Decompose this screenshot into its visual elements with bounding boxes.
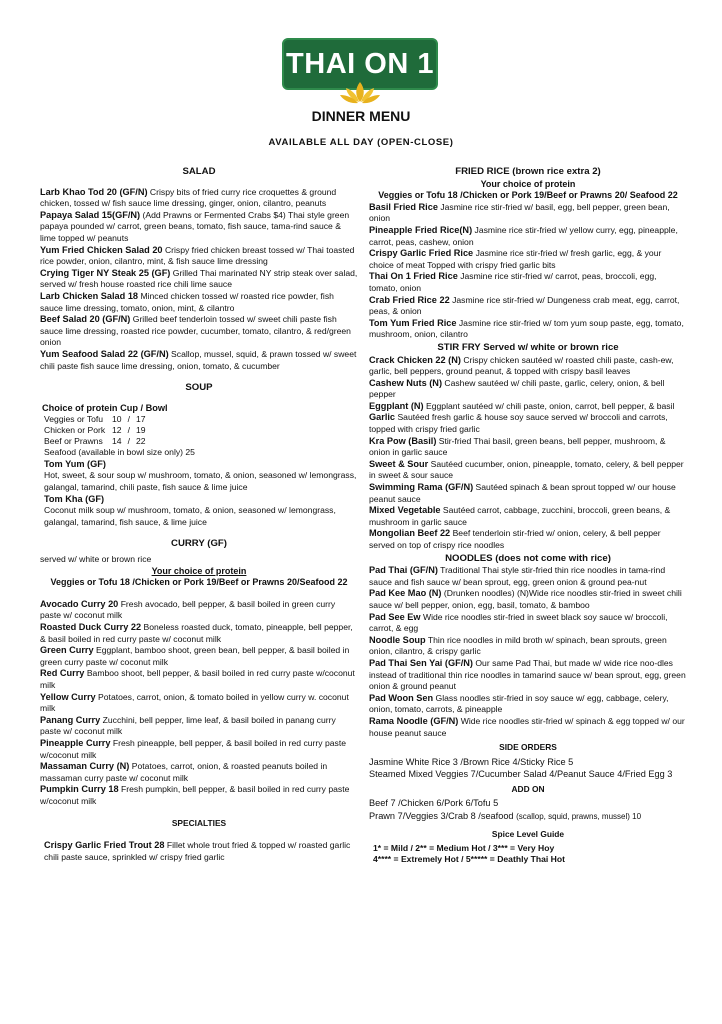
menu-item-name: Crack Chicken 22 (N) [369,354,461,365]
spice-heading: Spice Level Guide [491,828,565,839]
menu-item-description: Jasmine rice stir-fried w/ yellow curry, egg, pineapple, carrot, peas, cashew, onion [369,224,678,247]
menu-item [40,692,358,715]
curry-served-note: served w/ white or brown rice [40,554,152,565]
table-row [44,414,152,425]
menu-item-name: Pad Thai Sen Yai (GF/N) [369,657,473,668]
soup-heading: SOUP [185,382,213,394]
menu-item-name: Crab Fried Rice 22 [369,294,450,305]
fried-rice-choice-label: Your choice of protein [480,178,576,189]
add-on-seafood: Prawn 7/Veggies 3/Crab 8 /seafood [369,810,514,821]
menu-item [40,291,358,314]
menu-item-name: Crying Tiger NY Steak 25 (GF) [40,267,171,278]
menu-item-description: Scallop, mussel, squid, & prawn tossed w/ sweet chili paste fish sauce lime dressing, onion, tomato, & cucumber [40,348,357,371]
menu-item [44,459,358,494]
noodles-list [369,565,687,739]
salad-heading: SALAD [182,166,216,177]
menu-item-name: Thai On 1 Fried Rice [369,271,458,282]
specialties-heading: SPECIALTIES [171,817,227,828]
side-orders-line: Steamed Mixed Veggies 7/Cucumber Salad 4/Peanut Sauce 4/Fried Egg 3 [369,769,673,780]
curry-choice-label: Your choice of protein [151,565,247,576]
menu-item-description: (Drunken noodles) (N)Wide rice noodles stir-fried in sweet chili sauce w/ bell pepper, onion, egg, basil, tomato, & bamboo [369,588,682,610]
menu-item-name: Papaya Salad 15(GF/N) [40,209,141,220]
menu-item [369,505,687,528]
menu-item-name: Tom Yum (GF) [44,458,106,469]
menu-item-description: Sautéed spinach & bean sprout topped w/ our house peanut sauce [369,482,676,504]
menu-item-name: Panang Curry [40,714,101,725]
menu-item-name: Pineapple Fried Rice(N) [369,224,473,235]
soup-cup-price: 14 [112,436,122,447]
soup-separator: / [127,436,130,447]
menu-item-description: Eggplant, bamboo shoot, green bean, bell pepper, & basil boiled in green curry paste w/ coconut milk [40,645,350,667]
menu-item-name: Beef Salad 20 (GF/N) [40,314,131,325]
menu-item-description: Potatoes, carrot, onion, & tomato boiled in yellow curry w. coconut milk [40,691,349,714]
menu-item [369,716,687,739]
menu-item-name: Pad Kee Mao (N) [369,588,442,599]
menu-item-description: Bamboo shoot, bell pepper, & basil boiled in red curry paste w/coconut milk [40,668,355,690]
menu-item [369,482,687,505]
soup-protein: Veggies or Tofu [44,414,104,425]
menu-item-description: Beef tenderloin stir-fried w/ onion, celery, & bell pepper served on top of crispy rice noodles [369,528,661,550]
menu-item-description: Fresh pineapple, bell pepper, & basil boiled in red curry paste w/coconut milk [40,737,346,760]
menu-item [40,314,358,349]
menu-item-description: Fresh pumpkin, bell pepper, & basil boiled in red curry paste w/coconut milk [40,784,350,806]
menu-item-description: Crispy chicken sautéed w/ roasted chili paste, cash-ew, garlic, bell peppers, ground peanut, & topped with crispy basil leaves [369,354,674,377]
menu-item-description: Eggplant sautéed w/ chili paste, onion, carrot, bell pepper, & basil [426,400,675,411]
soup-price-table [44,414,152,447]
menu-item-description: Sautéed cucumber, onion, pineapple, tomato, celery, & bell pepper in sweet & sour sauce [369,458,684,481]
menu-item-name: Pad Woon Sen [369,692,434,703]
menu-item [40,187,358,210]
menu-item-description: Crispy fried chicken breast tossed w/ Thai toasted rice powder, onion, cilantro, mint, & fish sauce lime dressing [40,244,355,267]
menu-item [40,268,358,291]
menu-item [369,412,687,435]
menu-item [44,840,358,863]
menu-item-description: Jasmine rice stir-fried w/ carrot, peas, broccoli, egg, tomato, onion [369,271,657,293]
soup-protein: Chicken or Pork [44,425,106,436]
menu-subtitle: AVAILABLE ALL DAY (OPEN-CLOSE) [268,137,454,148]
menu-item-description: (Add Prawns or Fermented Crabs $4) Thai style green papaya pounded w/ carrot, green beans, tomato, fish sauce, tama-rind sauce & lime topped w/ peanuts [40,209,350,243]
stir-fry-heading: STIR FRY Served w/ white or brown rice [437,341,619,353]
menu-item [369,635,687,658]
menu-item-description: Jasmine rice stir-fried w/ Dungeness crab meat, egg, carrot, peas, & onion [369,294,680,317]
add-on-line [369,810,687,823]
menu-item [369,658,687,693]
menu-item-name: Yum Fried Chicken Salad 20 [40,244,163,255]
add-on-seafood-detail: (scallop, squid, prawns, mussel) 10 [516,811,642,821]
soup-list [44,459,358,529]
lotus-icon [338,80,382,106]
menu-item-description: Minced chicken tossed w/ roasted rice powder, fish sauce lime dressing, tomato, onion, mint, & cilantro [40,290,334,313]
menu-item [369,588,687,611]
menu-item-name: Larb Chicken Salad 18 [40,290,139,301]
stir-fry-list [369,355,687,552]
menu-item-name: Tom Yum Fried Rice [369,317,457,328]
menu-item-name: Pineapple Curry [40,737,111,748]
table-row [44,425,152,436]
menu-item-description: Crispy bits of fried curry rice croquettes & ground chicken, tossed w/ fish sauce lime dressing, ginger, onion, cilantro, peanuts [40,186,337,209]
menu-item-name: Yum Seafood Salad 22 (GF/N) [40,348,169,359]
spice-line: 4**** = Extremely Hot / 5***** = Deathly Thai Hot [373,854,565,865]
add-on-line: Beef 7 /Chicken 6/Pork 6/Tofu 5 [369,798,499,809]
menu-item [40,622,358,645]
menu-item-name: Pumpkin Curry 18 [40,784,119,795]
menu-item-description: Zucchini, bell pepper, lime leaf, & basil boiled in panang curry paste w/ coconut milk [40,714,336,737]
table-row [44,436,152,447]
menu-item-name: Kra Pow (Basil) [369,435,437,446]
menu-item [40,738,358,761]
menu-item-description: Wide rice noodles stir-fried w/ spinach & egg topped w/ our house peanut sauce [369,715,685,738]
menu-item-name: Pad Thai (GF/N) [369,565,438,576]
menu-item-name: Eggplant (N) [369,400,424,411]
menu-item-description: Jasmine rice stir-fried w/ fresh garlic, egg, & your choice of meat Topped with crispy fried garlic bits [369,248,662,270]
menu-item-name: Garlic [369,412,396,423]
fried-rice-choice-prices: Veggies or Tofu 18 /Chicken or Pork 19/Beef or Prawns 20/ Seafood 22 [378,190,678,201]
noodles-heading: NOODLES (does not come with rice) [445,552,611,564]
menu-item-name: Massaman Curry (N) [40,761,130,772]
menu-item-name: Red Curry [40,668,85,679]
curry-list [40,599,358,808]
menu-item [40,349,358,372]
menu-item [369,565,687,588]
menu-item-description: Sautéed carrot, cabbage, zucchini, broccoli, green beans, & mushroom in garlic sauce [369,505,671,527]
curry-heading: CURRY (GF) [171,538,227,550]
menu-item-name: Crispy Garlic Fried Trout 28 [44,840,165,851]
menu-item-description: Boneless roasted duck, tomato, pineapple, bell pepper, & basil boiled in red curry paste w/ coconut milk [40,622,353,644]
menu-item [44,494,358,529]
logo [282,38,438,106]
menu-item-description: Glass noodles stir-fried in soy sauce w/ egg, cabbage, celery, onion, tomato, carrots, & pineapple [369,692,669,715]
specialties-list [44,840,358,863]
logo-text: THAI ON 1 [286,47,434,80]
menu-item [40,210,358,245]
menu-item-name: Mongolian Beef 22 [369,528,451,539]
menu-item-description: Wide rice noodles stir-fried in sweet black soy sauce w/ broccoli, carrot, & egg [369,611,668,634]
menu-item-description: Grilled beef tenderloin tossed w/ sweet chili paste fish sauce lime dressing, roasted rice powder, cucumber, tomato, cilantro, & red/green onion [40,314,351,348]
soup-bowl-price: 19 [135,425,146,436]
menu-item-name: Yellow Curry [40,691,96,702]
menu-item [369,202,687,225]
menu-item-description: Stir-fried Thai basil, green beans, bell pepper, mushroom, & onion in garlic sauce [369,435,666,458]
menu-item [369,318,687,341]
menu-item [40,245,358,268]
curry-choice-prices: Veggies or Tofu 18 /Chicken or Pork 19/Beef or Prawns 20/Seafood 22 [50,577,348,588]
soup-protein: Beef or Prawns [44,436,103,447]
menu-item-description: Cashew sautéed w/ chili paste, garlic, celery, onion, & bell pepper [369,377,665,400]
menu-title: DINNER MENU [311,108,411,124]
menu-item [369,248,687,271]
menu-item-name: Cashew Nuts (N) [369,377,442,388]
menu-item [369,401,687,413]
side-orders-heading: SIDE ORDERS [499,742,557,753]
menu-item [369,693,687,716]
fried-rice-heading: FRIED RICE (brown rice extra 2) [455,166,601,177]
menu-item [40,784,358,807]
menu-item-name: Larb Khao Tod 20 (GF/N) [40,186,148,197]
soup-cup-price: 10 [112,414,122,425]
menu-item-description: Jasmine rice stir-fried w/ basil, egg, bell pepper, green bean, onion [369,201,670,224]
menu-item [369,225,687,248]
menu-item-description: Potatoes, carrot, onion, & roasted peanuts boiled in massaman curry paste w/ coconut milk [40,761,328,783]
menu-item-description: Thin rice noodles in mild broth w/ spinach, bean sprouts, green onion, cilantro, & crispy garlic [369,634,667,657]
right-column [369,166,687,866]
menu-item [369,459,687,482]
soup-seafood-note: Seafood (available in bowl size only) 25 [44,447,195,458]
menu-item-description: Traditional Thai style stir-fried thin rice noodles in tama-rind sauce and fish sauce w/ bean sprout, egg, green onion & ground pea-nut [369,565,666,587]
soup-bowl-price: 22 [135,436,146,447]
menu-item-description: Our same Pad Thai, but made w/ wide rice noo-dles instead of traditional thin rice noodles in tamarind sauce w/ bean sprout, egg, green onion & ground peanut [369,657,686,692]
menu-item-description: Coconut milk soup w/ mushroom, tomato, & onion, seasoned w/ lemongrass, galangal, tamarind, fish sauce, & lime juice [44,505,336,527]
menu-item-name: Sweet & Sour [369,458,429,469]
soup-bowl-price: 17 [135,414,146,425]
menu-item-description: Jasmine rice stir-fried w/ tom yum soup paste, egg, tomato, mushroom, onion, cilantro [369,317,684,340]
menu-item [369,528,687,551]
menu-item-name: Mixed Vegetable [369,505,441,516]
menu-item-description: Grilled Thai marinated NY strip steak over salad, served w/ fresh house roasted rice chili lime sauce [40,267,358,290]
soup-separator: / [127,414,130,425]
menu-item [40,599,358,622]
salad-list [40,187,358,373]
soup-cup-price: 12 [112,425,122,436]
menu-item-name: Noodle Soup [369,634,426,645]
menu-item-name: Swimming Rama (GF/N) [369,482,474,493]
menu-item-description: Fresh avocado, bell pepper, & basil boiled in green curry paste w/ coconut milk [40,598,336,621]
menu-item [369,355,687,378]
menu-item-name: Basil Fried Rice [369,201,438,212]
menu-item-name: Green Curry [40,645,94,656]
menu-item [40,715,358,738]
spice-line: 1* = Mild / 2** = Medium Hot / 3*** = Very Hoy [373,842,555,853]
menu-item-name: Pad See Ew [369,611,421,622]
menu-item [40,668,358,691]
menu-item [369,436,687,459]
menu-item-description: Sautéed fresh garlic & house soy sauce served w/ broccoli and carrots, topped with crispy fried garlic [369,412,668,435]
menu-item-description: Fillet whole trout fried & topped w/ roasted garlic chili paste sauce, sprinkled w/ crispy fried garlic [44,840,351,862]
menu-item-description: Hot, sweet, & sour soup w/ mushroom, tomato, & onion, seasoned w/ lemongrass, galangal, tamarind, chili paste, fish sauce & lime juice [44,470,357,493]
menu-item [369,378,687,401]
soup-choice-label: Choice of protein Cup / Bowl [42,402,168,413]
left-column [40,166,358,863]
menu-item-name: Rama Noodle (GF/N) [369,715,459,726]
menu-item [369,271,687,294]
menu-item-name: Crispy Garlic Fried Rice [369,248,474,259]
menu-item [40,645,358,668]
fried-rice-list [369,202,687,341]
soup-separator: / [127,425,130,436]
menu-item-name: Avocado Curry 20 [40,598,119,609]
menu-item [369,295,687,318]
menu-item [369,612,687,635]
menu-item [40,761,358,784]
menu-item-name: Tom Kha (GF) [44,493,105,504]
add-on-heading: ADD ON [511,783,545,794]
menu-item-name: Roasted Duck Curry 22 [40,622,142,632]
side-orders-line: Jasmine White Rice 3 /Brown Rice 4/Sticky Rice 5 [369,756,574,767]
